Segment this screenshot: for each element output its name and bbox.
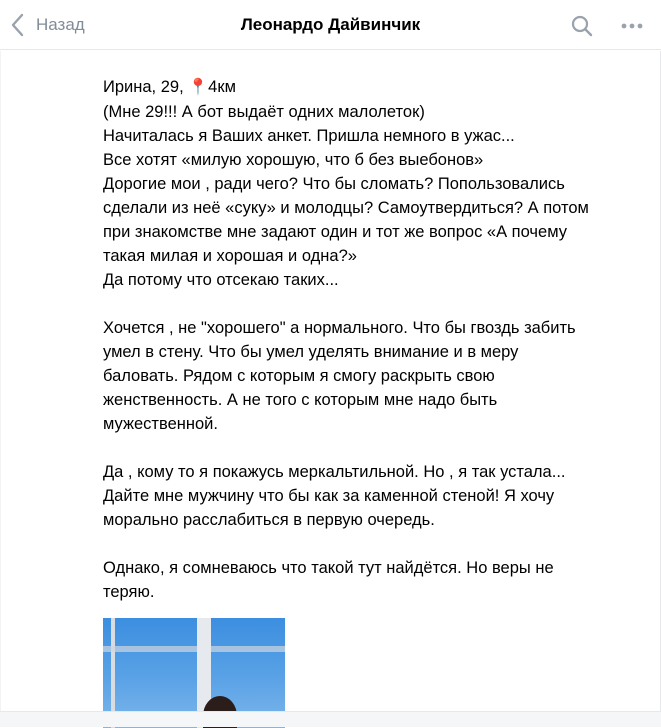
- message-line: теряю.: [103, 583, 155, 601]
- message-line: умел в стену. Что бы умел уделять внимание и в меру: [103, 343, 519, 361]
- message-line: сделали из неё «суку» и молодцы? Самоутвердиться? А потом: [103, 199, 589, 217]
- top-bar: [0, 0, 661, 50]
- chevron-left-icon: [10, 13, 24, 37]
- message-line: морально расслабиться в первую очередь.: [103, 511, 435, 529]
- message-line: Да , кому то я покажусь меркальтильной. Но , я так устала...: [103, 463, 566, 481]
- bottom-bar: [0, 711, 661, 727]
- back-label: Назад: [36, 15, 85, 34]
- search-icon: [570, 14, 594, 38]
- message-line: баловать. Рядом с которым я смогу раскрыть свою: [103, 367, 495, 385]
- page-title: Леонардо Дайвинчик: [240, 15, 421, 34]
- message-line: женственность. А не того с которым мне надо быть: [103, 391, 498, 409]
- message-line: (Мне 29!!! А бот выдаёт одних малолеток): [103, 103, 425, 121]
- profile-intro: Ирина, 29,: [103, 78, 184, 96]
- search-button[interactable]: [570, 14, 594, 38]
- location-pin-icon: 📍: [188, 79, 209, 96]
- more-button[interactable]: [620, 14, 644, 38]
- profile-intro-line: [103, 75, 643, 100]
- message-line: мужественной.: [103, 415, 218, 433]
- message-line: Однако, я сомневаюсь что такой тут найдётся. Но веры не: [103, 559, 554, 577]
- message-line: Да потому что отсекаю таких...: [103, 271, 339, 289]
- message-line: такая милая и хорошая и одна?»: [103, 247, 357, 265]
- message-line: Начиталась я Ваших анкет. Пришла немного в ужас...: [103, 127, 515, 145]
- profile-distance: 4км: [208, 78, 236, 96]
- back-button[interactable]: [10, 12, 85, 38]
- profile-message: [103, 75, 643, 604]
- message-line: Хочется , не "хорошего" а нормального. Что бы гвоздь забить: [103, 319, 576, 337]
- more-dots-icon: [620, 14, 644, 38]
- message-line: Дорогие мои , ради чего? Что бы сломать? Попользовались: [103, 175, 565, 193]
- message-line: при знакомстве мне задают один и тот же вопрос «А почему: [103, 223, 567, 241]
- message-line: Дайте мне мужчину что бы как за каменной стеной! Я хочу: [103, 487, 555, 505]
- message-area: [0, 51, 661, 711]
- message-line: Все хотят «милую хорошую, что б без выебонов»: [103, 151, 484, 169]
